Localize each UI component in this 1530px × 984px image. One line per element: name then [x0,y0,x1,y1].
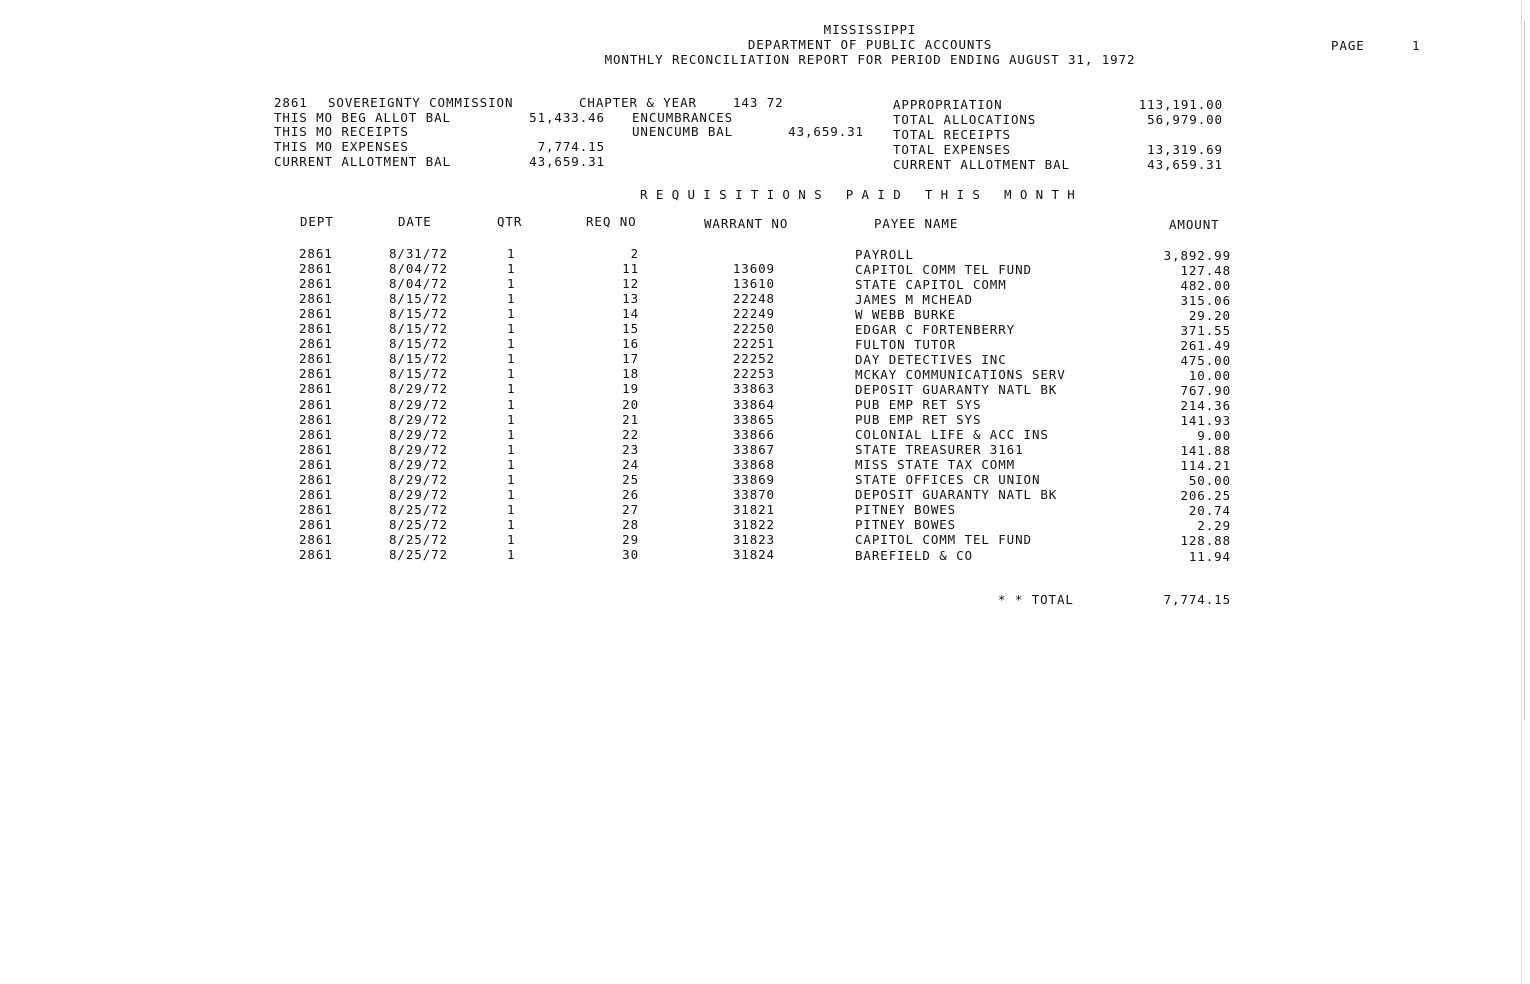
section-title: REQUISITIONS PAID THIS MONTH [640,187,1084,202]
cell-req-no: 26 [622,486,639,502]
summary-value: 113,191.00 [1138,97,1223,112]
cell-dept: 2861 [299,336,333,352]
column-header-payee-name: PAYEE NAME [874,216,959,231]
table-row [0,291,1530,306]
cell-dept: 2861 [299,547,333,562]
cell-qtr: 1 [507,396,516,412]
cell-amount: 214.36 [1180,398,1231,413]
cell-warrant-no: 22251 [732,336,775,352]
cell-dept: 2861 [299,411,333,427]
cell-payee-name: DEPOSIT GUARANTY NATL BK [855,381,1058,397]
table-row [0,381,1530,396]
summary-label: TOTAL EXPENSES [893,142,1011,157]
cell-qtr: 1 [507,547,516,562]
cell-qtr: 1 [507,516,516,532]
chapter-year-label: CHAPTER & YEAR [579,95,697,110]
cell-qtr: 1 [507,501,516,517]
table-row [0,397,1530,412]
scan-edge-line [1521,0,1522,984]
cell-amount: 128.88 [1180,533,1231,549]
summary-label: TOTAL ALLOCATIONS [893,112,1037,127]
cell-date: 8/29/72 [389,486,448,502]
summary-value: 7,774.15 [537,139,605,154]
summary-label: CURRENT ALLOTMENT BAL [893,157,1070,172]
summary-label: THIS MO BEG ALLOT BAL [274,110,451,125]
cell-date: 8/15/72 [389,351,448,367]
cell-qtr: 1 [507,426,516,442]
cell-date: 8/15/72 [389,306,448,322]
cell-qtr: 1 [507,411,516,427]
summary-value: 13,319.69 [1147,142,1223,157]
cell-payee-name: PITNEY BOWES [855,517,957,533]
cell-amount: 371.55 [1180,322,1231,338]
cell-warrant-no: 22249 [732,306,775,322]
page-number: 1 [1412,38,1421,53]
table-row [0,487,1530,502]
cell-date: 8/25/72 [389,516,448,532]
cell-payee-name: EDGAR C FORTENBERRY [855,321,1016,337]
cell-dept: 2861 [299,291,333,307]
cell-payee-name: MCKAY COMMUNICATIONS SERV [855,366,1066,382]
cell-payee-name: PUB EMP RET SYS [855,397,982,412]
table-row [0,351,1530,366]
cell-qtr: 1 [507,246,516,261]
cell-warrant-no: 22250 [732,321,775,337]
cell-qtr: 1 [507,321,516,337]
cell-payee-name: PAYROLL [855,246,914,262]
cell-date: 8/15/72 [389,291,448,307]
cell-amount: 261.49 [1180,337,1231,353]
cell-amount: 475.00 [1180,352,1231,368]
cell-amount: 2.29 [1197,518,1231,534]
total-label: * * TOTAL [998,592,1074,607]
table-row [0,246,1530,261]
cell-amount: 11.94 [1188,548,1231,564]
cell-req-no: 30 [622,547,639,562]
cell-dept: 2861 [299,381,333,397]
cell-payee-name: FULTON TUTOR [855,336,957,352]
report-department: DEPARTMENT OF PUBLIC ACCOUNTS [747,37,993,52]
column-header-date: DATE [398,214,432,229]
cell-qtr: 1 [507,336,516,352]
cell-dept: 2861 [299,366,333,382]
cell-date: 8/25/72 [389,547,448,562]
cell-req-no: 19 [622,381,639,397]
cell-warrant-no: 31823 [732,531,775,547]
table-row [0,442,1530,457]
cell-warrant-no: 22248 [732,291,775,307]
cell-payee-name: STATE TREASURER 3161 [855,442,1024,458]
cell-warrant-no: 13609 [732,261,775,277]
cell-date: 8/29/72 [389,381,448,397]
cell-qtr: 1 [507,306,516,322]
cell-req-no: 28 [622,516,639,532]
cell-payee-name: PUB EMP RET SYS [855,412,982,428]
cell-dept: 2861 [299,456,333,472]
cell-req-no: 27 [622,501,639,517]
cell-req-no: 14 [622,306,639,322]
table-row [0,276,1530,291]
cell-req-no: 21 [622,411,639,427]
cell-dept: 2861 [299,486,333,502]
cell-warrant-no: 13610 [732,276,775,292]
cell-req-no: 23 [622,441,639,457]
account-code: 2861 [274,95,308,110]
table-row [0,427,1530,442]
cell-warrant-no: 33868 [732,456,775,472]
cell-req-no: 18 [622,366,639,382]
cell-payee-name: BAREFIELD & CO [855,547,973,563]
cell-qtr: 1 [507,441,516,457]
summary-value: 51,433.46 [529,110,605,125]
cell-amount: 9.00 [1197,428,1231,444]
summary-value: 43,659.31 [529,154,605,169]
cell-dept: 2861 [299,246,333,261]
cell-amount: 20.74 [1188,503,1231,519]
cell-qtr: 1 [507,276,516,292]
cell-warrant-no: 22253 [732,366,775,382]
cell-dept: 2861 [299,501,333,517]
table-row [0,336,1530,351]
cell-dept: 2861 [299,426,333,442]
cell-payee-name: W WEBB BURKE [855,306,957,322]
cell-date: 8/29/72 [389,471,448,487]
cell-dept: 2861 [299,441,333,457]
table-row [0,306,1530,321]
cell-date: 8/15/72 [389,336,448,352]
table-row [0,517,1530,532]
cell-payee-name: PITNEY BOWES [855,502,957,518]
cell-warrant-no: 31822 [732,516,775,532]
cell-qtr: 1 [507,456,516,472]
summary-label: APPROPRIATION [893,97,1003,112]
cell-payee-name: DEPOSIT GUARANTY NATL BK [855,487,1058,503]
cell-qtr: 1 [507,291,516,307]
cell-date: 8/15/72 [389,321,448,337]
cell-req-no: 17 [622,351,639,367]
summary-value: 56,979.00 [1147,112,1223,127]
cell-date: 8/29/72 [389,396,448,412]
cell-dept: 2861 [299,396,333,412]
cell-dept: 2861 [299,471,333,487]
cell-amount: 141.93 [1180,413,1231,429]
cell-warrant-no: 33867 [732,441,775,457]
report-state: MISSISSIPPI [823,22,917,37]
table-row [0,412,1530,427]
summary-label: THIS MO EXPENSES [274,139,409,154]
summary-label: THIS MO RECEIPTS [274,124,409,139]
cell-dept: 2861 [299,276,333,292]
cell-payee-name: MISS STATE TAX COMM [855,457,1016,473]
cell-amount: 29.20 [1188,307,1231,323]
page-label: PAGE [1331,38,1365,53]
cell-req-no: 22 [622,426,639,442]
table-row [0,502,1530,517]
cell-req-no: 13 [622,291,639,307]
table-header [0,214,1530,232]
cell-req-no: 24 [622,456,639,472]
table-row [0,366,1530,381]
summary-label: ENCUMBRANCES [632,110,734,125]
cell-date: 8/29/72 [389,441,448,457]
table-row [0,457,1530,472]
cell-amount: 3,892.99 [1163,247,1231,263]
cell-payee-name: STATE OFFICES CR UNION [855,472,1041,488]
cell-qtr: 1 [507,381,516,397]
cell-date: 8/29/72 [389,411,448,427]
cell-dept: 2861 [299,531,333,547]
table-row [0,532,1530,547]
cell-date: 8/29/72 [389,456,448,472]
table-row [0,321,1530,336]
cell-amount: 767.90 [1180,382,1231,398]
cell-qtr: 1 [507,531,516,547]
cell-qtr: 1 [507,351,516,367]
summary-value: 43,659.31 [1147,157,1223,172]
column-header-dept: DEPT [300,214,334,229]
cell-date: 8/04/72 [389,276,448,292]
table-row [0,547,1530,562]
cell-req-no: 11 [622,261,639,277]
cell-req-no: 20 [622,396,639,412]
cell-date: 8/31/72 [389,246,448,261]
cell-date: 8/15/72 [389,366,448,382]
cell-req-no: 2 [630,246,639,261]
cell-req-no: 25 [622,471,639,487]
cell-qtr: 1 [507,261,516,277]
account-name: SOVEREIGNTY COMMISSION [328,95,514,110]
column-header-qtr: QTR [497,214,523,229]
cell-warrant-no: 22252 [732,351,775,367]
cell-warrant-no: 31821 [732,501,775,517]
cell-req-no: 15 [622,321,639,337]
summary-label: CURRENT ALLOTMENT BAL [274,154,451,169]
cell-dept: 2861 [299,261,333,277]
cell-date: 8/25/72 [389,501,448,517]
cell-date: 8/25/72 [389,531,448,547]
cell-req-no: 29 [622,531,639,547]
cell-warrant-no: 31824 [732,547,775,562]
cell-amount: 482.00 [1180,277,1231,293]
column-header-req-no: REQ NO [586,214,637,229]
cell-dept: 2861 [299,321,333,337]
cell-payee-name: COLONIAL LIFE & ACC INS [855,427,1049,443]
cell-amount: 50.00 [1188,473,1231,489]
cell-amount: 127.48 [1180,262,1231,278]
cell-payee-name: STATE CAPITOL COMM [855,276,1007,292]
cell-warrant-no: 33865 [732,411,775,427]
cell-amount: 206.25 [1180,488,1231,504]
chapter-year-value: 143 72 [733,95,784,110]
cell-dept: 2861 [299,516,333,532]
column-header-amount: AMOUNT [1169,217,1220,232]
cell-payee-name: JAMES M MCHEAD [855,291,973,307]
cell-dept: 2861 [299,306,333,322]
table-row [0,472,1530,487]
column-header-warrant-no: WARRANT NO [704,216,789,231]
cell-dept: 2861 [299,351,333,367]
cell-warrant-no: 33869 [732,471,775,487]
scan-edge-line [1524,20,1525,720]
report-title: MONTHLY RECONCILIATION REPORT FOR PERIOD ENDING AUGUST 31, 1972 [604,52,1136,67]
summary-value: 43,659.31 [788,124,864,139]
cell-warrant-no: 33870 [732,486,775,502]
cell-warrant-no: 33864 [732,396,775,412]
cell-amount: 141.88 [1180,443,1231,459]
summary-label: TOTAL RECEIPTS [893,127,1011,142]
summary-label: UNENCUMB BAL [632,124,734,139]
cell-date: 8/04/72 [389,261,448,277]
cell-warrant-no: 33866 [732,426,775,442]
cell-payee-name: DAY DETECTIVES INC [855,351,1007,367]
cell-amount: 114.21 [1180,458,1231,474]
cell-amount: 10.00 [1188,367,1231,383]
cell-payee-name: CAPITOL COMM TEL FUND [855,261,1032,277]
cell-req-no: 12 [622,276,639,292]
cell-qtr: 1 [507,366,516,382]
cell-amount: 315.06 [1180,292,1231,308]
cell-qtr: 1 [507,471,516,487]
cell-payee-name: CAPITOL COMM TEL FUND [855,532,1032,548]
cell-req-no: 16 [622,336,639,352]
cell-date: 8/29/72 [389,426,448,442]
cell-warrant-no: 33863 [732,381,775,397]
table-row [0,261,1530,276]
cell-qtr: 1 [507,486,516,502]
total-value: 7,774.15 [1163,592,1231,607]
